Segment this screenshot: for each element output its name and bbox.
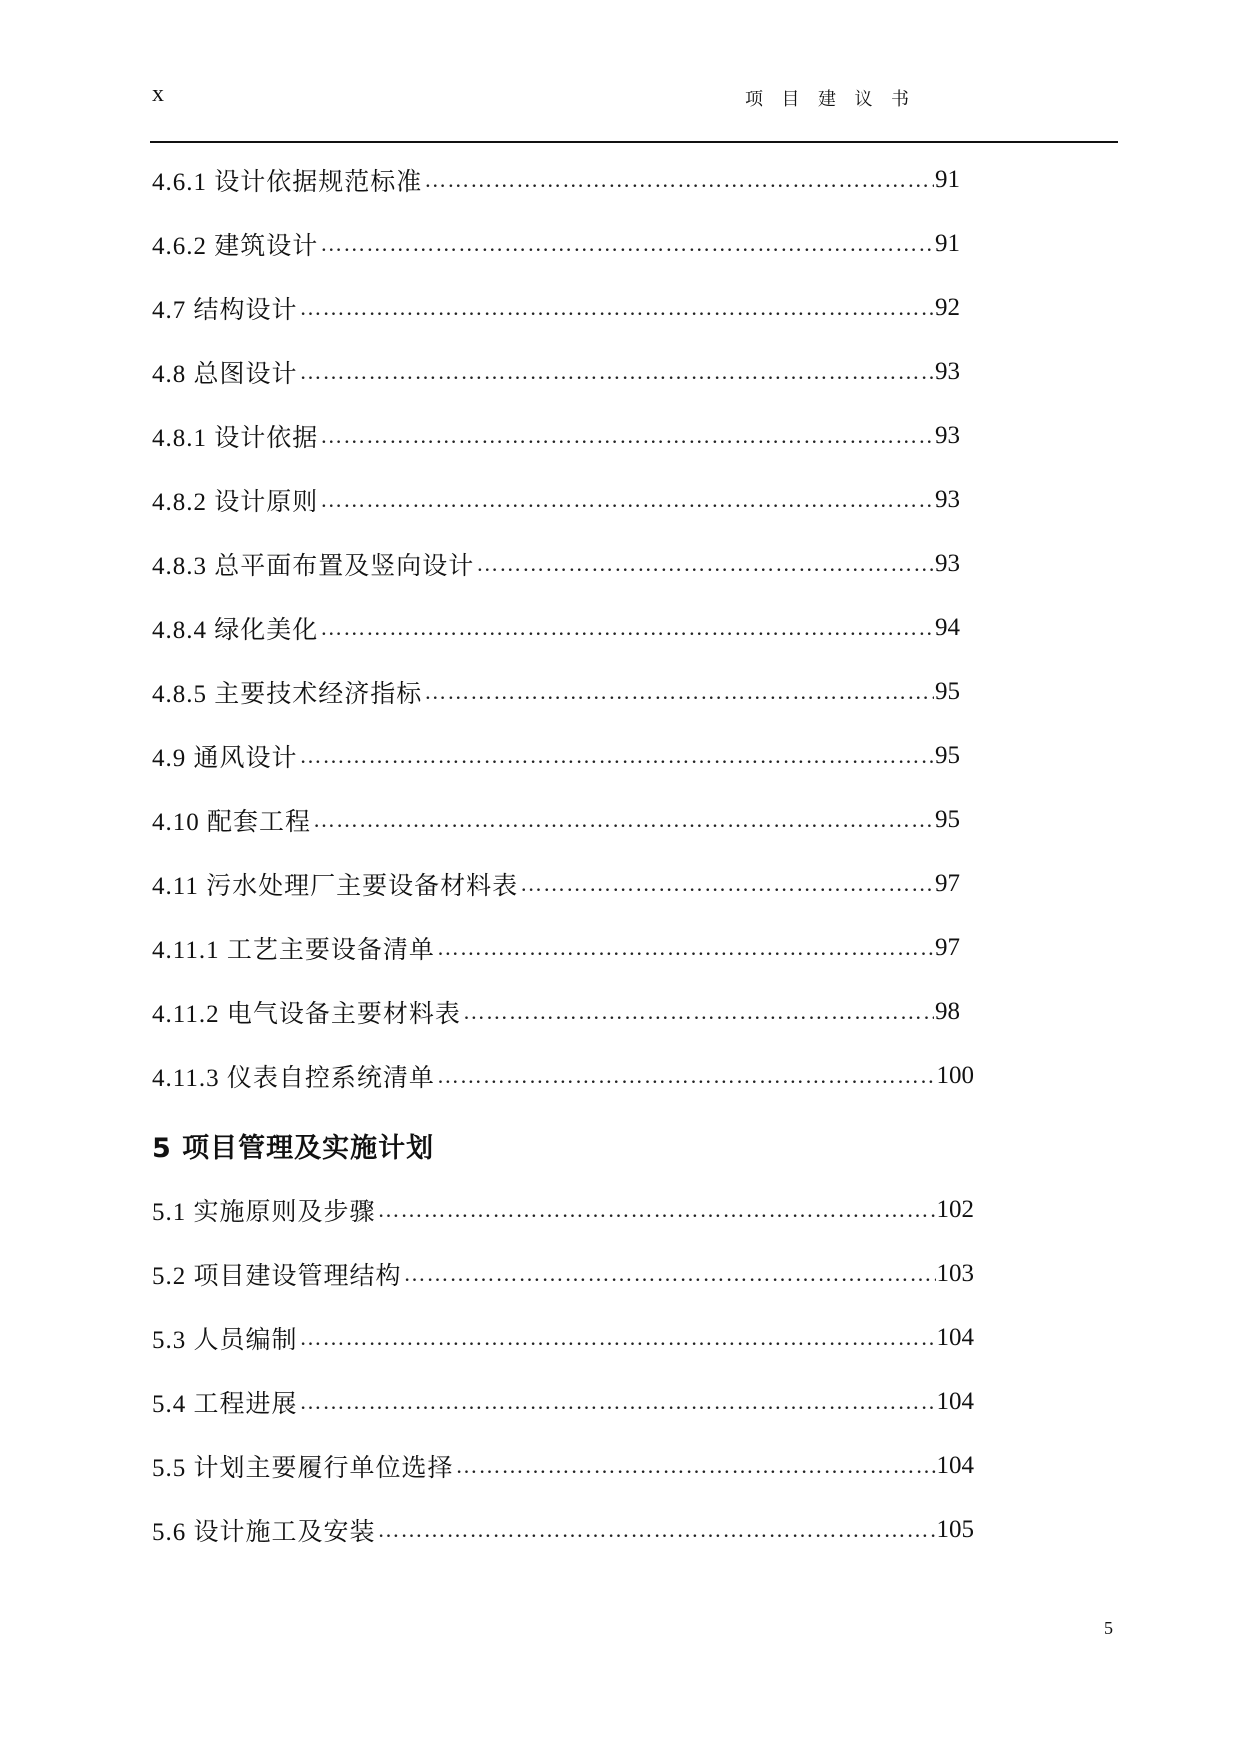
toc-entry-label: 4.11.2 电气设备主要材料表	[152, 1001, 461, 1028]
toc-entry-page: 95	[935, 678, 960, 705]
toc-entry-page: 91	[935, 230, 960, 257]
toc-leader-dots	[298, 295, 934, 321]
page-number: 5	[1104, 1618, 1113, 1638]
section-heading: 5 项目管理及实施计划	[152, 1133, 435, 1164]
toc-entry-page: 93	[935, 358, 960, 385]
toc-entry-label: 4.9 通风设计	[152, 745, 298, 772]
toc-leader-dots	[518, 871, 934, 897]
toc-entry[interactable]	[152, 160, 960, 200]
toc-leader-dots	[318, 423, 934, 449]
toc-entry-label: 4.8.5 主要技术经济指标	[152, 681, 423, 708]
toc-leader-dots	[318, 231, 934, 257]
toc-entry-label: 4.8.1 设计依据	[152, 425, 319, 452]
toc-leader-dots	[461, 999, 934, 1025]
toc-entry[interactable]	[152, 1190, 974, 1230]
toc-entry-label: 4.7 结构设计	[152, 297, 298, 324]
toc-entry-label: 5.2 项目建设管理结构	[152, 1263, 402, 1290]
toc-entry[interactable]	[152, 608, 960, 648]
toc-entry[interactable]	[152, 544, 960, 584]
toc-entry-label: 4.6.1 设计依据规范标准	[152, 169, 423, 196]
toc-leader-dots	[435, 935, 934, 961]
toc-entry-label: 5.5 计划主要履行单位选择	[152, 1455, 454, 1482]
toc-leader-dots	[454, 1453, 936, 1479]
toc-entry-page: 97	[935, 934, 960, 961]
header-left-mark: x	[152, 81, 164, 107]
toc-leader-dots	[298, 359, 934, 385]
toc-leader-dots	[318, 487, 934, 513]
toc-entry[interactable]	[152, 480, 960, 520]
toc-leader-dots	[298, 1325, 936, 1351]
toc-entry-page: 105	[936, 1516, 974, 1543]
toc-entry-page: 92	[935, 294, 960, 321]
toc-entry[interactable]	[152, 800, 960, 840]
toc-entry-page: 103	[936, 1260, 974, 1287]
toc-entry[interactable]	[152, 416, 960, 456]
toc-leader-dots	[298, 743, 934, 769]
toc-entry[interactable]	[152, 736, 960, 776]
toc-entry-label: 4.8.4 绿化美化	[152, 617, 319, 644]
toc-entry[interactable]	[152, 1446, 974, 1486]
toc-entry-page: 104	[936, 1452, 974, 1479]
toc-entry-page: 95	[935, 742, 960, 769]
toc-leader-dots	[376, 1517, 936, 1543]
toc-leader-dots	[318, 615, 934, 641]
toc-entry-label: 5.1 实施原则及步骤	[152, 1199, 376, 1226]
toc-leader-dots	[474, 551, 934, 577]
toc-entry[interactable]	[152, 1254, 974, 1294]
toc-entry-label: 5.3 人员编制	[152, 1327, 298, 1354]
toc-entry-label: 4.8.2 设计原则	[152, 489, 319, 516]
toc-entry-page: 91	[935, 166, 960, 193]
toc-entry-label: 5.6 设计施工及安装	[152, 1519, 376, 1546]
toc-leader-dots	[298, 1389, 936, 1415]
header-divider	[150, 141, 1118, 143]
toc-entry-page: 95	[935, 806, 960, 833]
toc-entry[interactable]	[152, 1318, 974, 1358]
toc-entry-label: 4.10 配套工程	[152, 809, 312, 836]
toc-entry[interactable]	[152, 1510, 974, 1550]
toc-entry-page: 100	[936, 1062, 974, 1089]
toc-leader-dots	[311, 807, 934, 833]
toc-entry-page: 104	[936, 1388, 974, 1415]
toc-entry-page: 93	[935, 422, 960, 449]
toc-entry-label: 4.6.2 建筑设计	[152, 233, 319, 260]
toc-entry-label: 4.8 总图设计	[152, 361, 298, 388]
toc-entry-label: 5.4 工程进展	[152, 1391, 298, 1418]
toc-entry-label: 4.11 污水处理厂主要设备材料表	[152, 873, 519, 900]
toc-entry[interactable]	[152, 992, 960, 1032]
toc-entry[interactable]	[152, 928, 960, 968]
toc-leader-dots	[422, 167, 934, 193]
toc-entry-label: 4.11.1 工艺主要设备清单	[152, 937, 435, 964]
toc-entry-page: 93	[935, 486, 960, 513]
toc-entry-page: 94	[935, 614, 960, 641]
toc-entry[interactable]	[152, 1056, 974, 1096]
toc-entry-page: 93	[935, 550, 960, 577]
toc-entry[interactable]	[152, 288, 960, 328]
toc-leader-dots	[435, 1063, 936, 1089]
toc-entry-page: 97	[935, 870, 960, 897]
toc-entry-page: 102	[936, 1196, 974, 1223]
toc-leader-dots	[376, 1197, 936, 1223]
toc-entry[interactable]	[152, 1382, 974, 1422]
toc-entry-label: 4.11.3 仪表自控系统清单	[152, 1065, 435, 1092]
toc-entry-label: 4.8.3 总平面布置及竖向设计	[152, 553, 475, 580]
toc-entry-page: 104	[936, 1324, 974, 1351]
toc-entry[interactable]	[152, 672, 960, 712]
toc-entry[interactable]	[152, 224, 960, 264]
toc-leader-dots	[422, 679, 934, 705]
toc-entry-page: 98	[935, 998, 960, 1025]
toc-entry[interactable]	[152, 864, 960, 904]
header-title: 项 目 建 议 书	[745, 89, 916, 109]
toc-entry[interactable]	[152, 352, 960, 392]
toc-leader-dots	[402, 1261, 936, 1287]
